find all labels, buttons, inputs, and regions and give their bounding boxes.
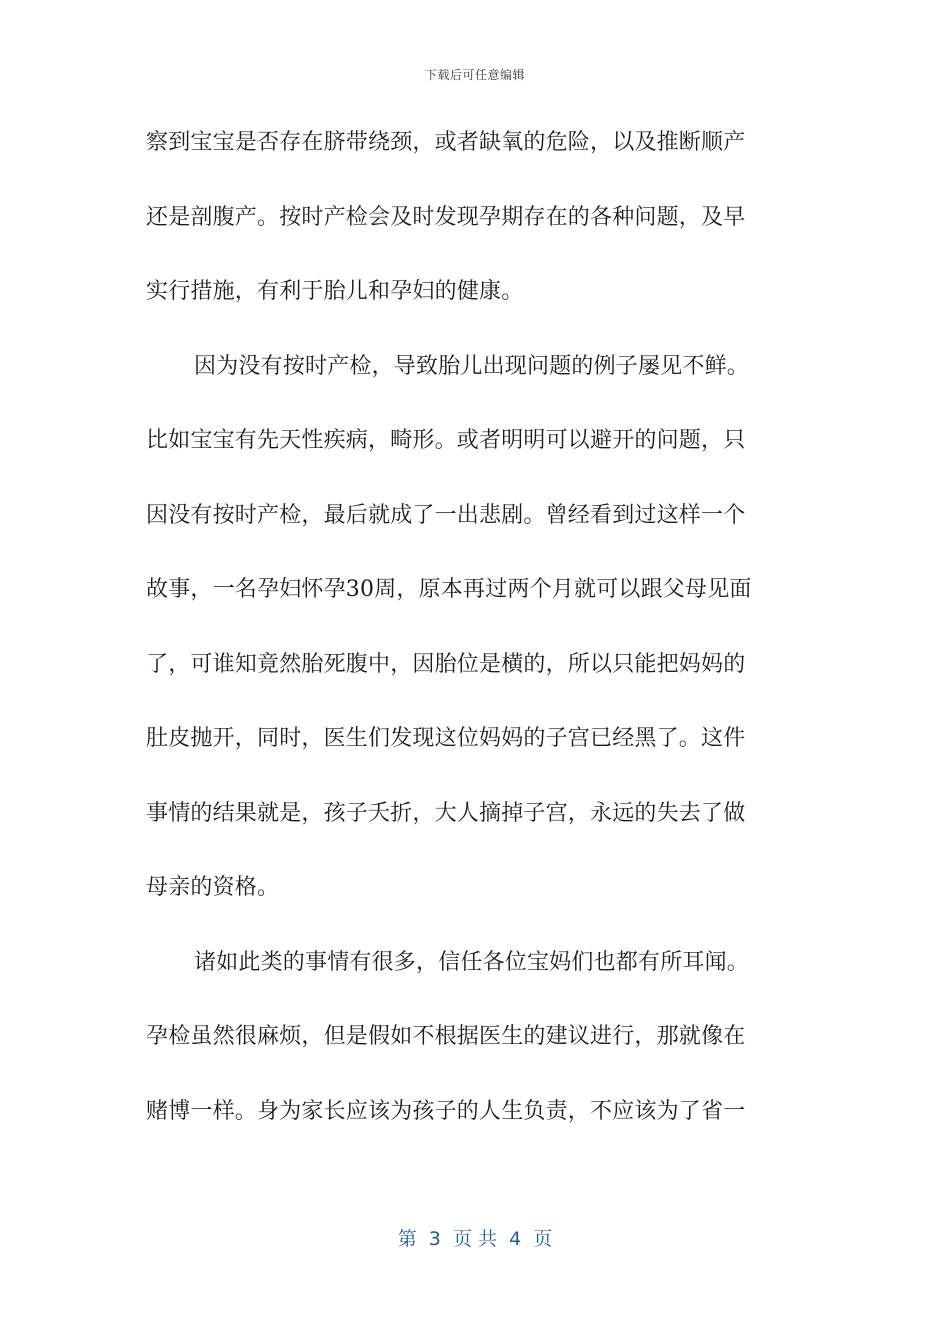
body-line: 实行措施，有利于胎儿和孕妇的健康。 <box>146 279 524 304</box>
body-line: 肚皮抛开，同时，医生们发现这位妈妈的子宫已经黑了。这件 <box>146 726 746 751</box>
body-line: 比如宝宝有先天性疾病，畸形。或者明明可以避开的问题，只 <box>146 428 746 453</box>
paragraph-start-line: 因为没有按时产检，导致胎儿出现问题的例子屡见不鲜。 <box>194 353 750 379</box>
body-line: 因没有按时产检，最后就成了一出悲剧。曾经看到过这样一个 <box>146 502 746 528</box>
body-line: 还是剖腹产。按时产检会及时发现孕期存在的各种问题，及早 <box>146 204 746 230</box>
body-line: 故事，一名孕妇怀孕30周，原本再过两个月就可以跟父母见面 <box>146 577 752 602</box>
body-line: 察到宝宝是否存在脐带绕颈，或者缺氧的危险，以及推断顺产 <box>146 130 746 155</box>
body-line: 事情的结果就是，孩子夭折，大人摘掉子宫，永远的失去了做 <box>146 800 746 826</box>
paragraph-start-line: 诸如此类的事情有很多，信任各位宝妈们也都有所耳闻。 <box>194 949 750 975</box>
body-line: 孕检虽然很麻烦，但是假如不根据医生的建议进行，那就像在 <box>146 1024 746 1049</box>
body-line: 母亲的资格。 <box>146 875 280 900</box>
page-number-footer: 第 3 页 共 4 页 <box>397 1228 553 1250</box>
body-line: 了，可谁知竟然胎死腹中，因胎位是横的，所以只能把妈妈的 <box>146 651 746 677</box>
body-line: 赌博一样。身为家长应该为孩子的人生负责，不应该为了省一 <box>146 1098 746 1124</box>
page-header: 下载后可任意编辑 <box>424 68 525 82</box>
document-body <box>146 118 806 1161</box>
